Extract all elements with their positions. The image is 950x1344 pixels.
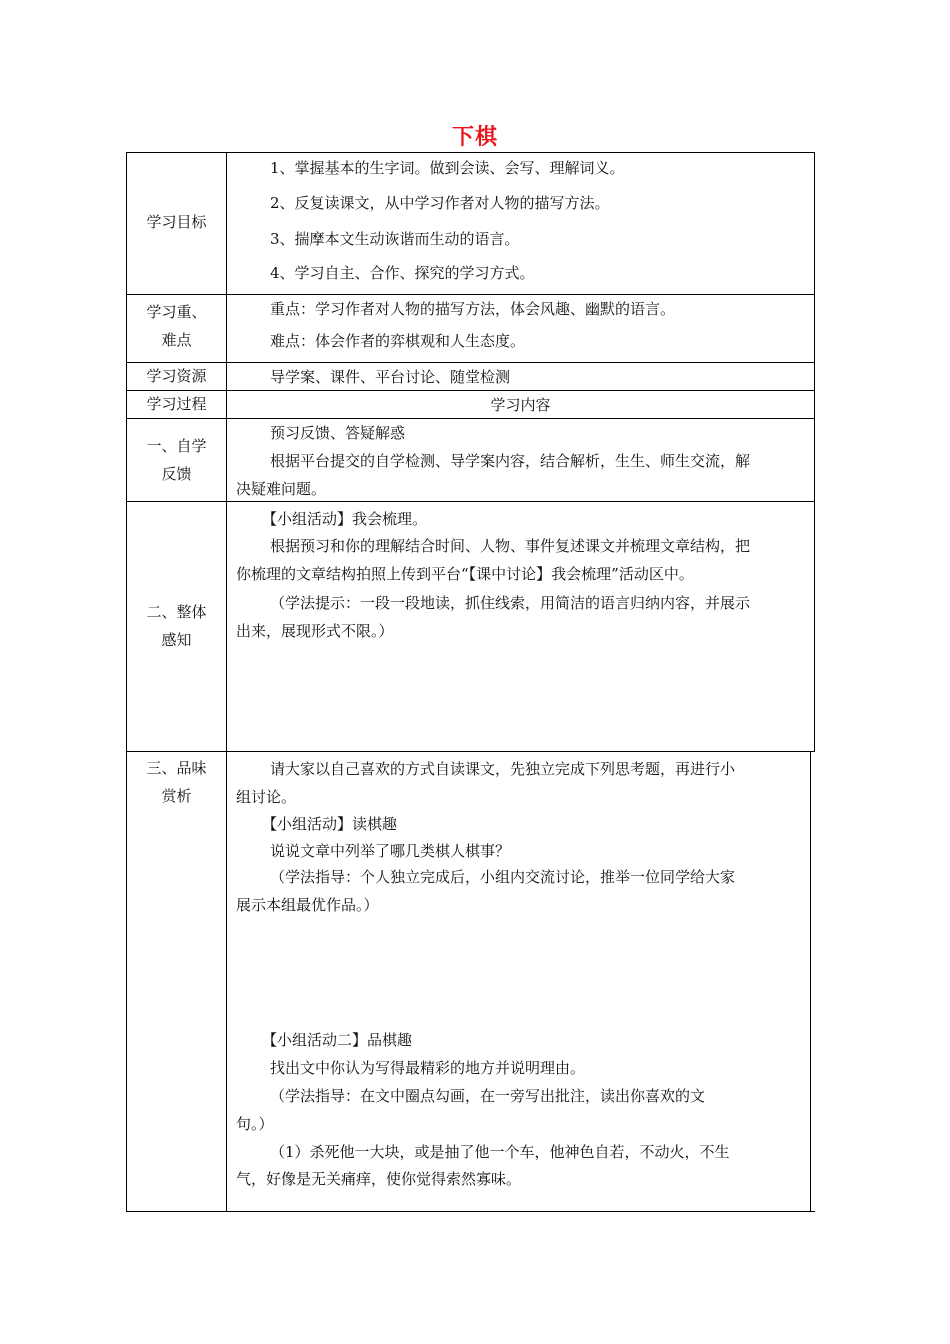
self-study-line: 预习反馈、答疑解惑 <box>270 424 406 442</box>
overall-line: 根据预习和你的理解结合时间、人物、事件复述课文并梳理文章结构，把 <box>270 537 751 555</box>
resources-content: 导学案、课件、平台讨论、随堂检测 <box>270 368 511 386</box>
appreciation-line: 请大家以自己喜欢的方式自读课文，先独立完成下列思考题，再进行小 <box>270 760 736 778</box>
goal-item: 4、学习自主、合作、探究的学习方式。 <box>270 264 535 282</box>
appreciation-line: 展示本组最优作品。） <box>236 896 379 914</box>
row-label-key-points <box>127 298 226 354</box>
row-label-line: 感知 <box>161 631 192 649</box>
overall-line: 【小组活动】我会梳理。 <box>262 510 428 528</box>
row-label-resources: 学习资源 <box>146 367 207 385</box>
row-divider <box>126 390 815 391</box>
appreciation-line: 句。） <box>236 1115 274 1133</box>
row-label-overall <box>127 598 226 654</box>
row-label-line: 反馈 <box>161 465 192 483</box>
self-study-line: 根据平台提交的自学检测、导学案内容，结合解析，生生、师生交流，解 <box>270 452 751 470</box>
appreciation-line: 【小组活动】读棋趣 <box>262 815 398 833</box>
row-label-goals: 学习目标 <box>146 213 207 231</box>
appreciation-line: 找出文中你认为写得最精彩的地方并说明理由。 <box>270 1059 586 1077</box>
table-border-bottom <box>126 1211 815 1212</box>
row-divider <box>126 501 815 502</box>
row-label-line: 学习重、 <box>146 303 207 321</box>
row-divider <box>126 294 815 295</box>
overall-line: 你梳理的文章结构拍照上传到平台“【课中讨论】我会梳理”活动区中。 <box>236 565 694 583</box>
self-study-line: 决疑难问题。 <box>236 480 327 498</box>
appreciation-line: 组讨论。 <box>236 788 297 806</box>
row-label-line: 赏析 <box>161 787 192 805</box>
row-label-line: 三、品味 <box>146 759 207 777</box>
row-label-appreciation <box>127 754 226 810</box>
appreciation-line: （学法指导：个人独立完成后，小组内交流讨论，推举一位同学给大家 <box>270 868 736 886</box>
goal-item: 1、掌握基本的生字词。做到会读、会写、理解词义。 <box>270 159 625 177</box>
table-border-right-upper <box>814 152 815 752</box>
row-divider <box>126 362 815 363</box>
row-label-self-study <box>127 432 226 488</box>
appreciation-line: 【小组活动二】品棋趣 <box>262 1031 413 1049</box>
row-label-line: 二、整体 <box>146 603 207 621</box>
appreciation-line: 说说文章中列举了哪几类棋人棋事？ <box>270 842 511 860</box>
appreciation-line: 气，好像是无关痛痒，使你觉得索然寡味。 <box>236 1170 522 1188</box>
overall-line: 出来，展现形式不限。） <box>236 622 394 640</box>
document-title: 下棋 <box>451 125 498 150</box>
row-label-line: 难点 <box>161 331 192 349</box>
table-column-divider <box>226 152 227 1212</box>
overall-line: （学法提示：一段一段地读，抓住线索，用简洁的语言归纳内容，并展示 <box>270 594 751 612</box>
goal-item: 3、揣摩本文生动诙谐而生动的语言。 <box>270 230 520 248</box>
table-border-right-lower <box>810 752 811 1212</box>
key-point-line: 重点：学习作者对人物的描写方法，体会风趣、幽默的语言。 <box>270 300 676 318</box>
key-point-line: 难点：体会作者的弈棋观和人生态度。 <box>270 332 526 350</box>
goal-item: 2、反复读课文，从中学习作者对人物的描写方法。 <box>270 194 610 212</box>
appreciation-line: （1）杀死他一大块，或是抽了他一个车，他神色自若，不动火，不生 <box>270 1143 730 1161</box>
row-divider <box>126 751 815 752</box>
table-border-top <box>126 152 815 153</box>
row-label-line: 一、自学 <box>146 437 207 455</box>
row-divider <box>126 418 815 419</box>
process-content-header: 学习内容 <box>490 396 551 414</box>
row-label-process: 学习过程 <box>146 395 207 413</box>
appreciation-line: （学法指导：在文中圈点勾画，在一旁写出批注，读出你喜欢的文 <box>270 1087 706 1105</box>
